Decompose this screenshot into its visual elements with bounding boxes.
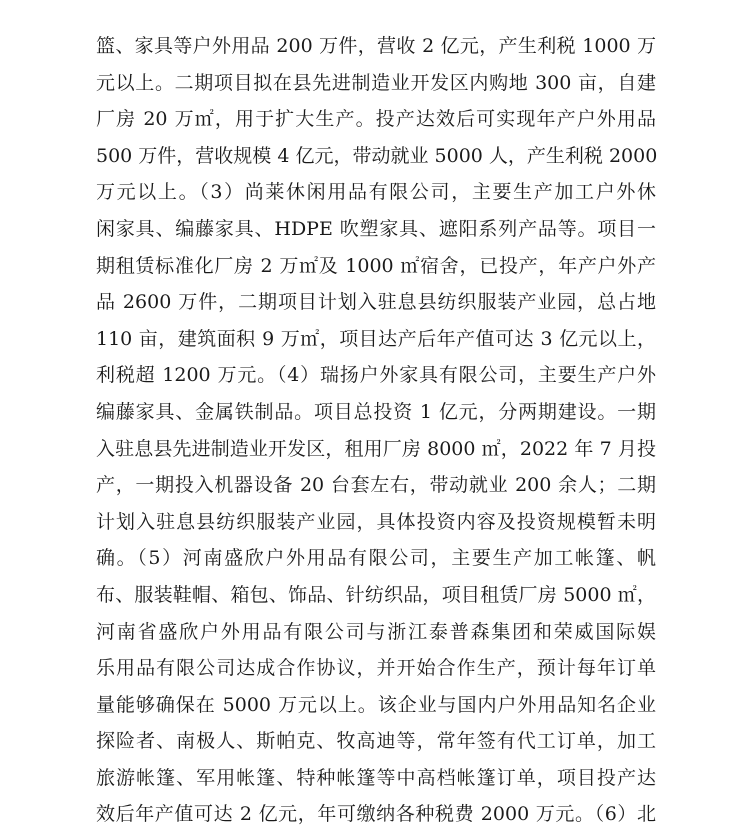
text-line: 河南省盛欣户外用品有限公司与浙江泰普森集团和荣威国际娱 (96, 620, 656, 643)
text-line: 篮、家具等户外用品 200 万件，营收 2 亿元，产生利税 1000 万 (96, 35, 656, 57)
body-text (96, 28, 656, 833)
text-line: 确。（5）河南盛欣户外用品有限公司，主要生产加工帐篷、帆 (96, 547, 656, 570)
text-line: 旅游帐篷、军用帐篷、特种帐篷等中高档帐篷订单，项目投产达 (96, 766, 656, 789)
text-line: 万元以上。（3）尚莱休闲用品有限公司，主要生产加工户外休 (96, 181, 656, 204)
text-line: 量能够确保在 5000 万元以上。该企业与国内户外用品知名企业 (96, 693, 656, 716)
text-line: 产，一期投入机器设备 20 台套左右，带动就业 200 余人；二期 (96, 474, 656, 497)
text-line: 厂房 20 万㎡，用于扩大生产。投产达效后可实现年产户外用品 (96, 108, 656, 131)
text-line: 元以上。二期项目拟在县先进制造业开发区内购地 300 亩，自建 (96, 71, 656, 94)
text-line: 500 万件，营收规模 4 亿元，带动就业 5000 人，产生利税 2000 (96, 144, 658, 167)
text-line: 110 亩，建筑面积 9 万㎡，项目达产后年产值可达 3 亿元以上， (96, 327, 656, 350)
text-line: 计划入驻息县纺织服装产业园，具体投资内容及投资规模暂未明 (96, 510, 656, 533)
text-line: 闲家具、编藤家具、HDPE 吹塑家具、遮阳系列产品等。项目一 (96, 217, 656, 240)
text-line: 利税超 1200 万元。（4）瑞扬户外家具有限公司，主要生产户外 (96, 364, 656, 387)
text-line: 期租赁标准化厂房 2 万㎡及 1000 ㎡宿舍，已投产，年产户外产 (96, 254, 656, 277)
text-line: 品 2600 万件，二期项目计划入驻息县纺织服装产业园，总占地 (96, 291, 656, 314)
text-line: 探险者、南极人、斯帕克、牧高迪等，常年签有代工订单，加工 (96, 730, 656, 753)
text-line: 乐用品有限公司达成合作协议，并开始合作生产，预计每年订单 (96, 657, 656, 680)
text-line: 入驻息县先进制造业开发区，租用厂房 8000 ㎡，2022 年 7 月投 (96, 437, 656, 460)
text-line: 效后年产值可达 2 亿元，年可缴纳各种税费 2000 万元。（6）北 (96, 803, 656, 826)
text-line: 编藤家具、金属铁制品。项目总投资 1 亿元，分两期建设。一期 (96, 400, 656, 423)
text-line: 布、服装鞋帽、箱包、饰品、针纺织品，项目租赁厂房 5000 ㎡， (96, 583, 656, 606)
